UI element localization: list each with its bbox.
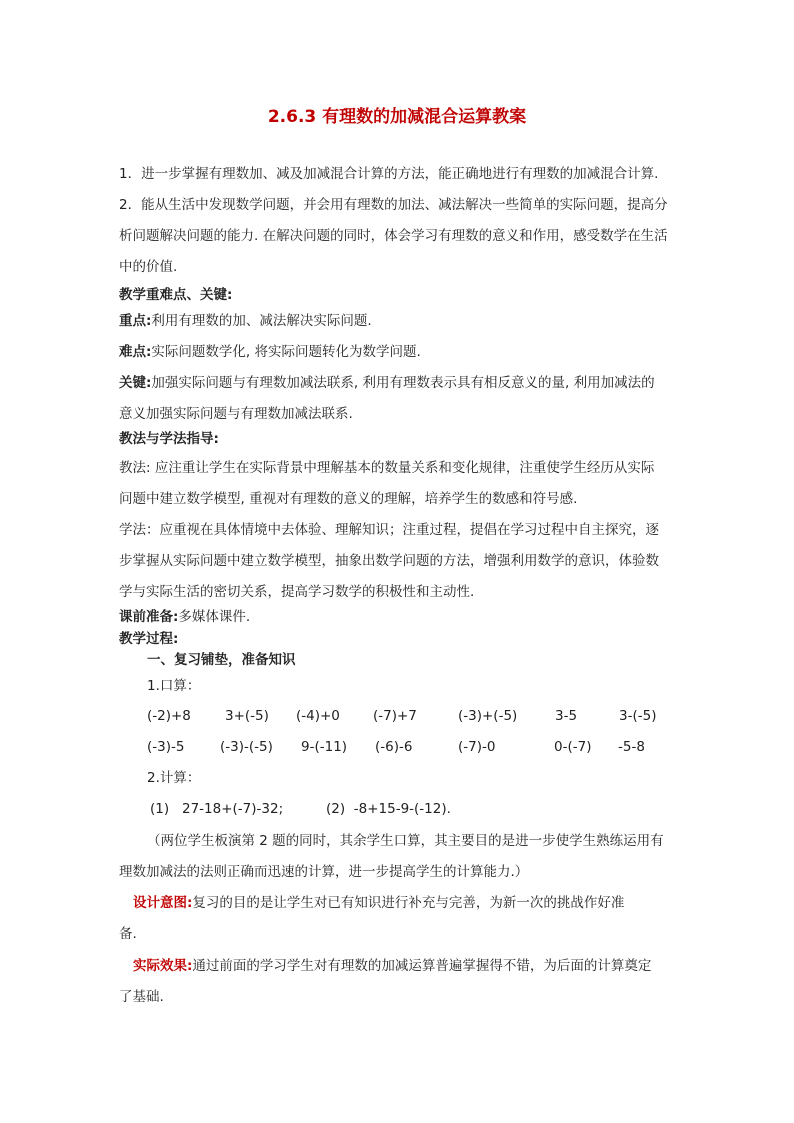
oral-row1-item: 3-5	[555, 708, 578, 724]
actual-effect-line-1	[133, 960, 651, 974]
preparation-label: 课前准备:	[119, 609, 179, 625]
preparation-line	[119, 611, 250, 625]
methods-heading: 教法与学法指导:	[119, 431, 219, 447]
oral-row2-item: (-3)-5	[147, 739, 185, 755]
actual-effect-text: 通过前面的学习学生对有理数的加减运算普遍掌握得不错，为后面的计算奠定	[192, 958, 652, 974]
preparation-text: 多媒体课件.	[178, 609, 251, 625]
difficulty-line	[119, 346, 421, 360]
design-intent-line-1	[133, 897, 624, 911]
design-intent-label: 设计意图:	[133, 895, 193, 911]
key-line-2: 意义加强实际问题与有理数加减法联系.	[119, 406, 353, 422]
teaching-method-line-1: 教法: 应注重让学生在实际背景中理解基本的数量关系和变化规律，注重使学生经历从实际	[119, 460, 655, 476]
oral-row1-item: (-3)+(-5)	[458, 708, 518, 724]
oral-row1-item: (-4)+0	[296, 708, 340, 724]
actual-effect-label: 实际效果:	[133, 958, 193, 974]
focus-text: 利用有理数的加、减法解决实际问题.	[151, 313, 372, 329]
oral-row2-item: -5-8	[618, 739, 645, 755]
teaching-method-line-2: 问题中建立数学模型, 重视对有理数的意义的理解，培养学生的数感和符号感.	[119, 491, 578, 507]
actual-effect-line-2: 了基础.	[119, 989, 164, 1005]
focus-label: 重点:	[119, 313, 152, 329]
section-1-heading: 一、复习铺垫，准备知识	[147, 652, 296, 668]
key-label: 关键:	[119, 375, 152, 391]
objective-line-3: 析问题解决问题的能力. 在解决问题的同时，体会学习有理数的意义和作用，感受数学在生活	[119, 228, 668, 244]
oral-row2-item: (-3)-(-5)	[220, 739, 273, 755]
calc-items: (1) 27-18+(-7)-32; (2) -8+15-9-(-12).	[150, 801, 451, 817]
oral-row2-item: (-6)-6	[375, 739, 413, 755]
objective-line-1: 1．进一步掌握有理数加、减及加减混合计算的方法，能正确地进行有理数的加减混合计算.	[119, 166, 659, 182]
learning-method-line-3: 学与实际生活的密切关系，提高学习数学的积极性和主动性.	[119, 584, 475, 600]
calc-label: 2.计算：	[147, 770, 201, 786]
oral-row1-item: (-2)+8	[147, 708, 191, 724]
learning-method-line-2: 步掌握从实际问题中建立数学模型，抽象出数学问题的方法，增强利用数学的意识，体验数	[119, 553, 659, 569]
key-points-heading: 教学重难点、关键:	[119, 287, 233, 303]
focus-line	[119, 315, 372, 329]
page-title: 2.6.3 有理数的加减混合运算教案	[267, 107, 527, 127]
oral-row1-item: 3-(-5)	[619, 708, 657, 724]
oral-row2-item: 0-(-7)	[554, 739, 592, 755]
key-text-1: 加强实际问题与有理数加减法联系, 利用有理数表示具有相反意义的量, 利用加减法的	[151, 375, 655, 391]
key-line-1	[119, 377, 655, 391]
oral-row2-item: (-7)-0	[458, 739, 496, 755]
difficulty-label: 难点:	[119, 344, 152, 360]
oral-calc-label: 1.口算：	[147, 678, 201, 694]
process-heading: 教学过程:	[119, 631, 179, 647]
design-intent-line-2: 备.	[119, 926, 137, 942]
oral-row1-item: (-7)+7	[373, 708, 417, 724]
note-line-2: 理数加减法的法则正确而迅速的计算，进一步提高学生的计算能力.）	[119, 864, 529, 880]
design-intent-text: 复习的目的是让学生对已有知识进行补充与完善，为新一次的挑战作好准	[192, 895, 625, 911]
difficulty-text: 实际问题数学化, 将实际问题转化为数学问题.	[151, 344, 421, 360]
oral-row1-item: 3+(-5)	[225, 708, 269, 724]
objective-line-4: 中的价值.	[119, 259, 178, 275]
note-line-1: （两位学生板演第 2 题的同时，其余学生口算，其主要目的是进一步使学生熟练运用有	[147, 833, 664, 849]
oral-row2-item: 9-(-11)	[301, 739, 348, 755]
learning-method-line-1: 学法：应重视在具体情境中去体验、理解知识；注重过程，提倡在学习过程中自主探究，逐	[119, 522, 659, 538]
objective-line-2: 2．能从生活中发现数学问题，并会用有理数的加法、减法解决一些简单的实际问题，提高分	[119, 197, 668, 213]
